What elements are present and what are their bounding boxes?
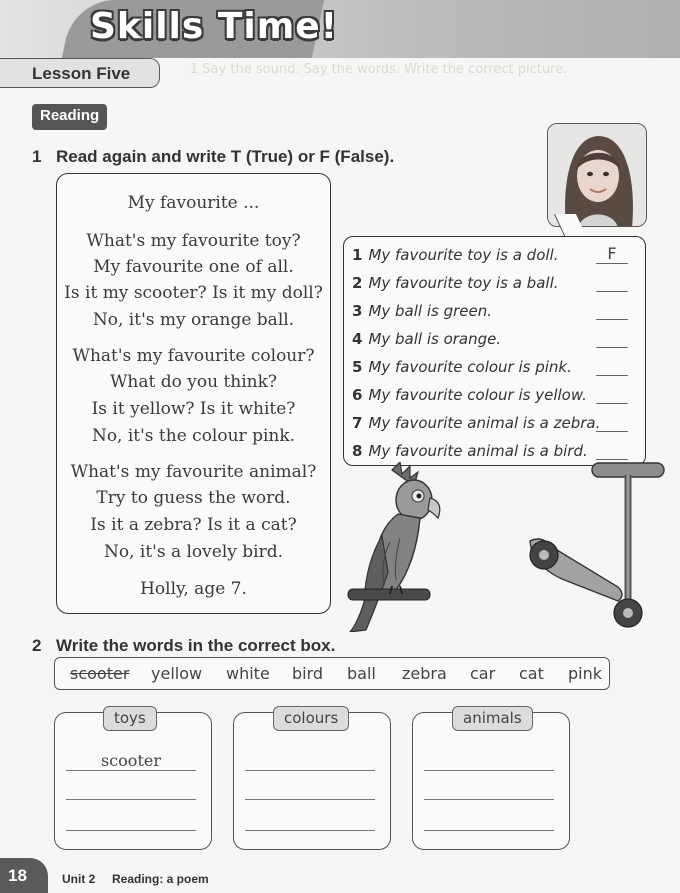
girl-photo xyxy=(547,123,647,227)
poem-line: No, it's a lovely bird. xyxy=(103,542,284,562)
poem-line: What's my favourite colour? xyxy=(72,346,315,366)
statement-text: My favourite toy is a doll. xyxy=(368,246,559,264)
statement-number: 6 xyxy=(352,386,363,404)
answer-line xyxy=(596,431,628,432)
answer-line xyxy=(596,319,628,320)
write-line[interactable] xyxy=(66,799,196,800)
word-bank-item: ball xyxy=(347,664,376,683)
answer-line xyxy=(596,291,628,292)
statement-number: 8 xyxy=(352,442,363,460)
word-bank-item: bird xyxy=(292,664,324,683)
statement-text: My ball is orange. xyxy=(368,330,502,348)
word-bank-item: zebra xyxy=(402,664,447,683)
category-label-colours: colours xyxy=(273,706,349,731)
statement-5 xyxy=(352,358,572,376)
word-bank-item: white xyxy=(226,664,270,683)
statement-text: My favourite toy is a ball. xyxy=(368,274,559,292)
scooter-illustration xyxy=(522,455,668,637)
statement-text: My favourite colour is yellow. xyxy=(368,386,587,404)
statement-3 xyxy=(352,302,492,320)
exercise1-number: 1 xyxy=(32,147,42,166)
statement-number: 2 xyxy=(352,274,363,292)
statement-7 xyxy=(352,414,600,432)
poem-line: My favourite ... xyxy=(127,193,260,213)
poem-line: No, it's my orange ball. xyxy=(92,310,295,330)
category-example-word[interactable]: scooter xyxy=(101,751,161,770)
bleed-through-text: 1 Say the sound. Say the words. Write the correct picture. xyxy=(190,62,568,77)
answer-line xyxy=(596,263,628,264)
exercise2-number: 2 xyxy=(32,636,42,655)
statement-text: My favourite animal is a bird. xyxy=(368,442,588,460)
statement-number: 5 xyxy=(352,358,363,376)
poem-line: No, it's the colour pink. xyxy=(91,426,296,446)
poem-line: What do you think? xyxy=(109,372,278,392)
reading-badge: Reading xyxy=(32,104,107,130)
word-bank-item: car xyxy=(470,664,496,683)
answer-1[interactable]: F xyxy=(607,244,617,263)
lesson-label: Lesson Five xyxy=(32,64,131,83)
write-line[interactable] xyxy=(424,799,554,800)
write-line[interactable] xyxy=(245,770,375,771)
exercise1-instruction: Read again and write T (True) or F (False). xyxy=(56,147,395,166)
footer-subtitle: Reading: a poem xyxy=(112,872,209,886)
category-label-toys: toys xyxy=(103,706,157,731)
word-bank-item: pink xyxy=(568,664,603,683)
statement-text: My favourite animal is a zebra. xyxy=(368,414,601,432)
poem-line: What's my favourite animal? xyxy=(70,462,317,482)
statement-number: 7 xyxy=(352,414,363,432)
answer-line xyxy=(596,347,628,348)
write-line[interactable] xyxy=(245,830,375,831)
answer-line xyxy=(596,403,628,404)
statement-number: 3 xyxy=(352,302,363,320)
word-bank-item: cat xyxy=(519,664,544,683)
poem-line: What's my favourite toy? xyxy=(86,231,301,251)
statement-number: 1 xyxy=(352,246,363,264)
parrot-illustration xyxy=(344,462,448,632)
poem-line: Is it my scooter? Is it my doll? xyxy=(64,283,323,303)
write-line[interactable] xyxy=(245,799,375,800)
statement-text: My ball is green. xyxy=(368,302,493,320)
statement-4 xyxy=(352,330,501,348)
footer-unit: Unit 2 xyxy=(62,872,96,886)
statement-1 xyxy=(352,246,559,264)
statement-number: 4 xyxy=(352,330,363,348)
write-line[interactable] xyxy=(424,830,554,831)
poem-line: Try to guess the word. xyxy=(96,488,291,508)
page-number: 18 xyxy=(8,866,27,885)
word-bank-item: scooter xyxy=(70,664,130,683)
poem-author: Holly, age 7. xyxy=(140,579,247,599)
category-label-animals: animals xyxy=(452,706,533,731)
poem-line: Is it a zebra? Is it a cat? xyxy=(90,515,297,535)
poem-line: Is it yellow? Is it white? xyxy=(91,399,296,419)
write-line[interactable] xyxy=(66,770,196,771)
exercise2-instruction: Write the words in the correct box. xyxy=(56,636,336,655)
statement-text: My favourite colour is pink. xyxy=(368,358,572,376)
poem-line: My favourite one of all. xyxy=(93,257,294,277)
answer-line xyxy=(596,375,628,376)
word-bank-item: yellow xyxy=(151,664,203,683)
statement-2 xyxy=(352,274,559,292)
write-line[interactable] xyxy=(66,830,196,831)
statement-6 xyxy=(352,386,587,404)
page-title: Skills Time! xyxy=(90,6,339,47)
write-line[interactable] xyxy=(424,770,554,771)
